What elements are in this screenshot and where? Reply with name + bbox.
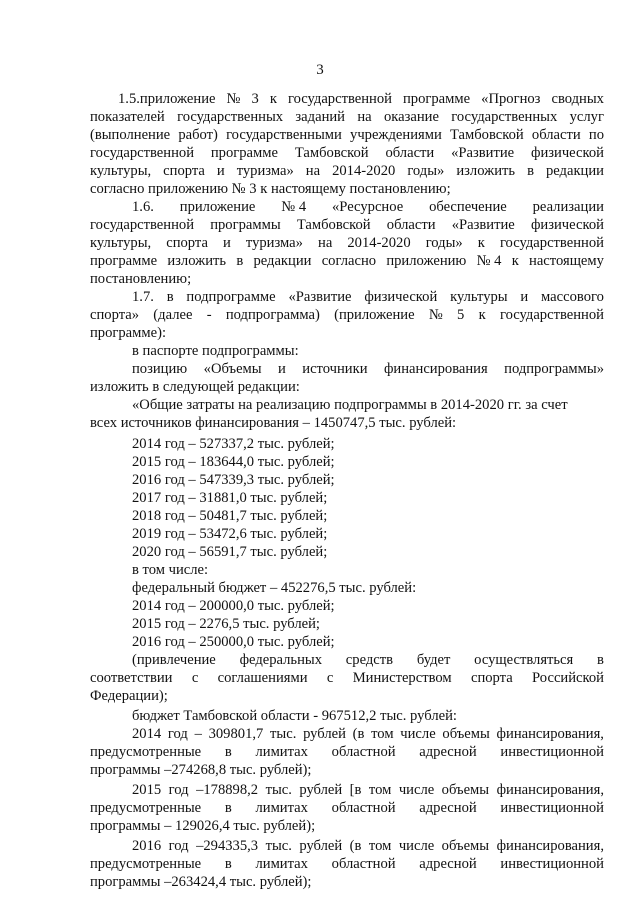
word: областной — [331, 744, 396, 760]
word: адресной — [419, 744, 477, 760]
word: услуг — [569, 109, 604, 125]
word: туризма» — [245, 235, 303, 251]
word: осуществляться — [474, 652, 574, 668]
word: к — [477, 235, 485, 251]
word: (приложение — [334, 307, 415, 323]
word: год — [168, 838, 189, 854]
total-costs-line-1: «Общие затраты на реализацию подпрограммы в 2014-2020 гг. за счет — [132, 397, 568, 413]
word: 1.7. — [132, 289, 154, 305]
word: (далее — [153, 307, 193, 323]
regional-2016-line-2 — [90, 855, 604, 873]
word: в — [166, 289, 174, 305]
word: на — [318, 235, 333, 251]
word: № — [226, 91, 241, 107]
word: «Прогноз — [481, 91, 541, 107]
word: 1.5.приложение — [118, 91, 216, 107]
word: сводных — [551, 91, 604, 107]
regional-2014-line-2 — [90, 743, 604, 761]
word: адресной — [419, 800, 477, 816]
word: предусмотренные — [90, 744, 202, 760]
word: государственными — [226, 127, 342, 143]
p17-line-1 — [132, 288, 604, 306]
word: лимитах — [255, 856, 308, 872]
word: культуры, — [90, 235, 152, 251]
word: программы — [210, 217, 281, 233]
word: 2014-2020 — [347, 235, 411, 251]
including-label: в том числе: — [132, 562, 209, 578]
word: том — [368, 782, 392, 798]
word: (привлечение — [132, 652, 216, 668]
p15-line-3 — [90, 126, 604, 144]
word: рублей — [299, 782, 343, 798]
word: № — [428, 307, 443, 323]
word: программе — [90, 253, 158, 269]
word: (в — [352, 726, 365, 742]
word: спорта — [166, 235, 208, 251]
position-line-2: изложить в следующей редакции: — [90, 379, 300, 395]
word: Тамбовской — [294, 145, 369, 161]
word: финансирования, — [496, 838, 604, 854]
word: –178898,2 — [196, 782, 259, 798]
federal-note-line-3: Федерации); — [90, 688, 168, 704]
word: 3 — [251, 91, 259, 107]
word: тыс. — [265, 838, 292, 854]
word: том — [368, 838, 392, 854]
word: работ) — [178, 127, 218, 143]
federal-year-2016: 2016 год – 250000,0 тыс. рублей; — [132, 634, 335, 650]
regional-2015-line-1 — [132, 781, 604, 799]
word: на — [305, 163, 321, 179]
word: объемы — [442, 726, 490, 742]
word: федеральных — [239, 652, 322, 668]
position-line-1 — [132, 360, 604, 378]
federal-year-2015: 2015 год – 2276,5 тыс. рублей; — [132, 616, 320, 632]
p17-line-2 — [90, 306, 604, 324]
word: [в — [349, 782, 362, 798]
word: и — [278, 361, 286, 377]
word: лимитах — [255, 744, 308, 760]
p16-line-4 — [90, 252, 604, 270]
word: 2014 — [132, 726, 162, 742]
word: средств — [345, 652, 394, 668]
regional-2015-line-2 — [90, 799, 604, 817]
word: спорта — [163, 163, 205, 179]
word: рублей — [299, 838, 343, 854]
word: к — [478, 307, 486, 323]
word: (выполнение — [90, 127, 171, 143]
word: государственных — [451, 109, 558, 125]
word: будет — [416, 652, 451, 668]
p15-line-5 — [90, 162, 604, 180]
word: государственной — [499, 307, 604, 323]
word: государственных — [177, 109, 284, 125]
word: редакции — [545, 163, 604, 179]
word: государственной — [499, 235, 604, 251]
word: «Развитие — [288, 289, 352, 305]
word: –294335,3 — [196, 838, 259, 854]
word: 1.6. — [132, 199, 154, 215]
regional-2016-line-3: программы –263424,4 тыс. рублей); — [90, 874, 312, 890]
federal-budget-total: федеральный бюджет – 452276,5 тыс. рублей: — [132, 580, 417, 596]
word: массового — [541, 289, 604, 305]
word: заданий — [295, 109, 345, 125]
word: области — [386, 217, 436, 233]
word: физической — [530, 217, 604, 233]
word: «Развитие — [451, 145, 515, 161]
word: соглашениями — [217, 670, 308, 686]
total-year-2016: 2016 год – 547339,3 тыс. рублей; — [132, 472, 335, 488]
word: области — [385, 145, 435, 161]
word: и — [520, 289, 529, 305]
word: тыс. — [265, 782, 292, 798]
word: в — [224, 800, 232, 816]
word: числе — [400, 726, 436, 742]
word: № 4 — [476, 253, 502, 269]
word: к — [511, 253, 519, 269]
total-year-2019: 2019 год – 53472,6 тыс. рублей; — [132, 526, 328, 542]
federal-year-2014: 2014 год – 200000,0 тыс. рублей; — [132, 598, 335, 614]
word: в — [224, 744, 232, 760]
page-number: 3 — [316, 62, 324, 78]
word: инвестиционной — [500, 800, 604, 816]
word: редакции — [253, 253, 312, 269]
total-year-2018: 2018 год – 50481,7 тыс. рублей; — [132, 508, 328, 524]
word: изложить — [456, 163, 516, 179]
word: 2014-2020 — [332, 163, 396, 179]
word: с — [191, 670, 199, 686]
word: в — [527, 163, 534, 179]
word: Министерством — [352, 670, 452, 686]
word: подпрограмма) — [225, 307, 320, 323]
word: 2015 — [132, 782, 162, 798]
word: спорта» — [90, 307, 140, 323]
total-year-2017: 2017 год – 31881,0 тыс. рублей; — [132, 490, 328, 506]
p15-line-1 — [118, 90, 604, 108]
word: том — [371, 726, 394, 742]
total-year-2020: 2020 год – 56591,7 тыс. рублей; — [132, 544, 328, 560]
word: предусмотренные — [90, 856, 202, 872]
total-year-2015: 2015 год – 183644,0 тыс. рублей; — [132, 454, 335, 470]
word: показателей — [90, 109, 165, 125]
total-year-2014: 2014 год – 527337,2 тыс. рублей; — [132, 436, 335, 452]
word: культуры — [450, 289, 508, 305]
word: - — [206, 307, 212, 323]
word: предусмотренные — [90, 800, 202, 816]
word: учреждениями — [350, 127, 442, 143]
word: годы» — [425, 235, 463, 251]
word: программе — [403, 91, 471, 107]
word: объемы — [441, 782, 490, 798]
word: области — [531, 127, 581, 143]
word: приложению — [386, 253, 467, 269]
word: финансирования, — [496, 726, 604, 742]
word: государственной — [90, 217, 195, 233]
word: «Развитие — [451, 217, 515, 233]
p17-line-3: программе): — [90, 325, 167, 341]
word: позицию — [132, 361, 188, 377]
word: Российской — [532, 670, 604, 686]
word: физической — [531, 145, 604, 161]
word: обеспечение — [429, 199, 507, 215]
word: на — [357, 109, 372, 125]
regional-2015-line-3: программы – 129026,4 тыс. рублей); — [90, 818, 316, 834]
word: Тамбовской — [449, 127, 524, 143]
p16-line-2 — [90, 216, 604, 234]
word: к — [269, 91, 277, 107]
p15-line-2 — [90, 108, 604, 126]
word: годы» — [407, 163, 445, 179]
word: год — [167, 726, 188, 742]
word: спорта — [470, 670, 513, 686]
word: числе — [398, 782, 435, 798]
word: согласно — [321, 253, 377, 269]
total-costs-line-2: всех источников финансирования – 1450747,5 тыс. рублей: — [90, 415, 457, 431]
word: источники — [302, 361, 368, 377]
word: и — [223, 235, 231, 251]
p16-line-3 — [90, 234, 604, 252]
federal-note-line-1 — [132, 651, 604, 669]
word: реализации — [532, 199, 604, 215]
word: приложение — [179, 199, 256, 215]
passport-intro: в паспорте подпрограммы: — [132, 343, 299, 359]
word: объемы — [441, 838, 490, 854]
word: областной — [331, 856, 396, 872]
word: программе — [210, 145, 278, 161]
word: государственной — [90, 145, 195, 161]
word: культуры, — [90, 163, 152, 179]
word: в — [236, 253, 244, 269]
word: подпрограмме — [186, 289, 276, 305]
word: финансирования — [383, 361, 488, 377]
word: физической — [364, 289, 438, 305]
word: «Объемы — [203, 361, 262, 377]
word: 2016 — [132, 838, 162, 854]
word: изложить — [167, 253, 227, 269]
word: по — [588, 127, 604, 143]
word: с — [326, 670, 334, 686]
word: Тамбовской — [296, 217, 371, 233]
word: 309801,7 — [208, 726, 264, 742]
p15-line-6: согласно приложению № 3 к настоящему постановлению; — [90, 181, 451, 197]
federal-note-line-2 — [90, 669, 604, 687]
word: подпрограммы» — [504, 361, 604, 377]
word: инвестиционной — [500, 744, 604, 760]
word: – — [194, 726, 202, 742]
word: финансирования, — [496, 782, 604, 798]
word: рублей — [303, 726, 346, 742]
word: государственной — [287, 91, 392, 107]
word: числе — [398, 838, 435, 854]
p16-line-1 — [132, 198, 604, 216]
word: тыс. — [270, 726, 297, 742]
word: инвестиционной — [500, 856, 604, 872]
word: адресной — [419, 856, 477, 872]
word: 5 — [457, 307, 465, 323]
word: оказание — [383, 109, 439, 125]
word: настоящему — [529, 253, 604, 269]
regional-2016-line-1 — [132, 837, 604, 855]
regional-budget-total: бюджет Тамбовской области - 967512,2 тыс. рублей: — [132, 708, 457, 724]
word: лимитах — [255, 800, 308, 816]
word: в — [224, 856, 232, 872]
word: в — [597, 652, 604, 668]
word: соответствии — [90, 670, 173, 686]
word: областной — [331, 800, 396, 816]
word: год — [168, 782, 189, 798]
word: туризма» — [236, 163, 294, 179]
regional-2014-line-1 — [132, 725, 604, 743]
word: № 4 — [281, 199, 307, 215]
word: и — [216, 163, 225, 179]
regional-2014-line-3: программы –274268,8 тыс. рублей); — [90, 762, 312, 778]
word: «Ресурсное — [332, 199, 404, 215]
p16-line-5: постановлению; — [90, 271, 192, 287]
word: (в — [349, 838, 362, 854]
p15-line-4 — [90, 144, 604, 162]
